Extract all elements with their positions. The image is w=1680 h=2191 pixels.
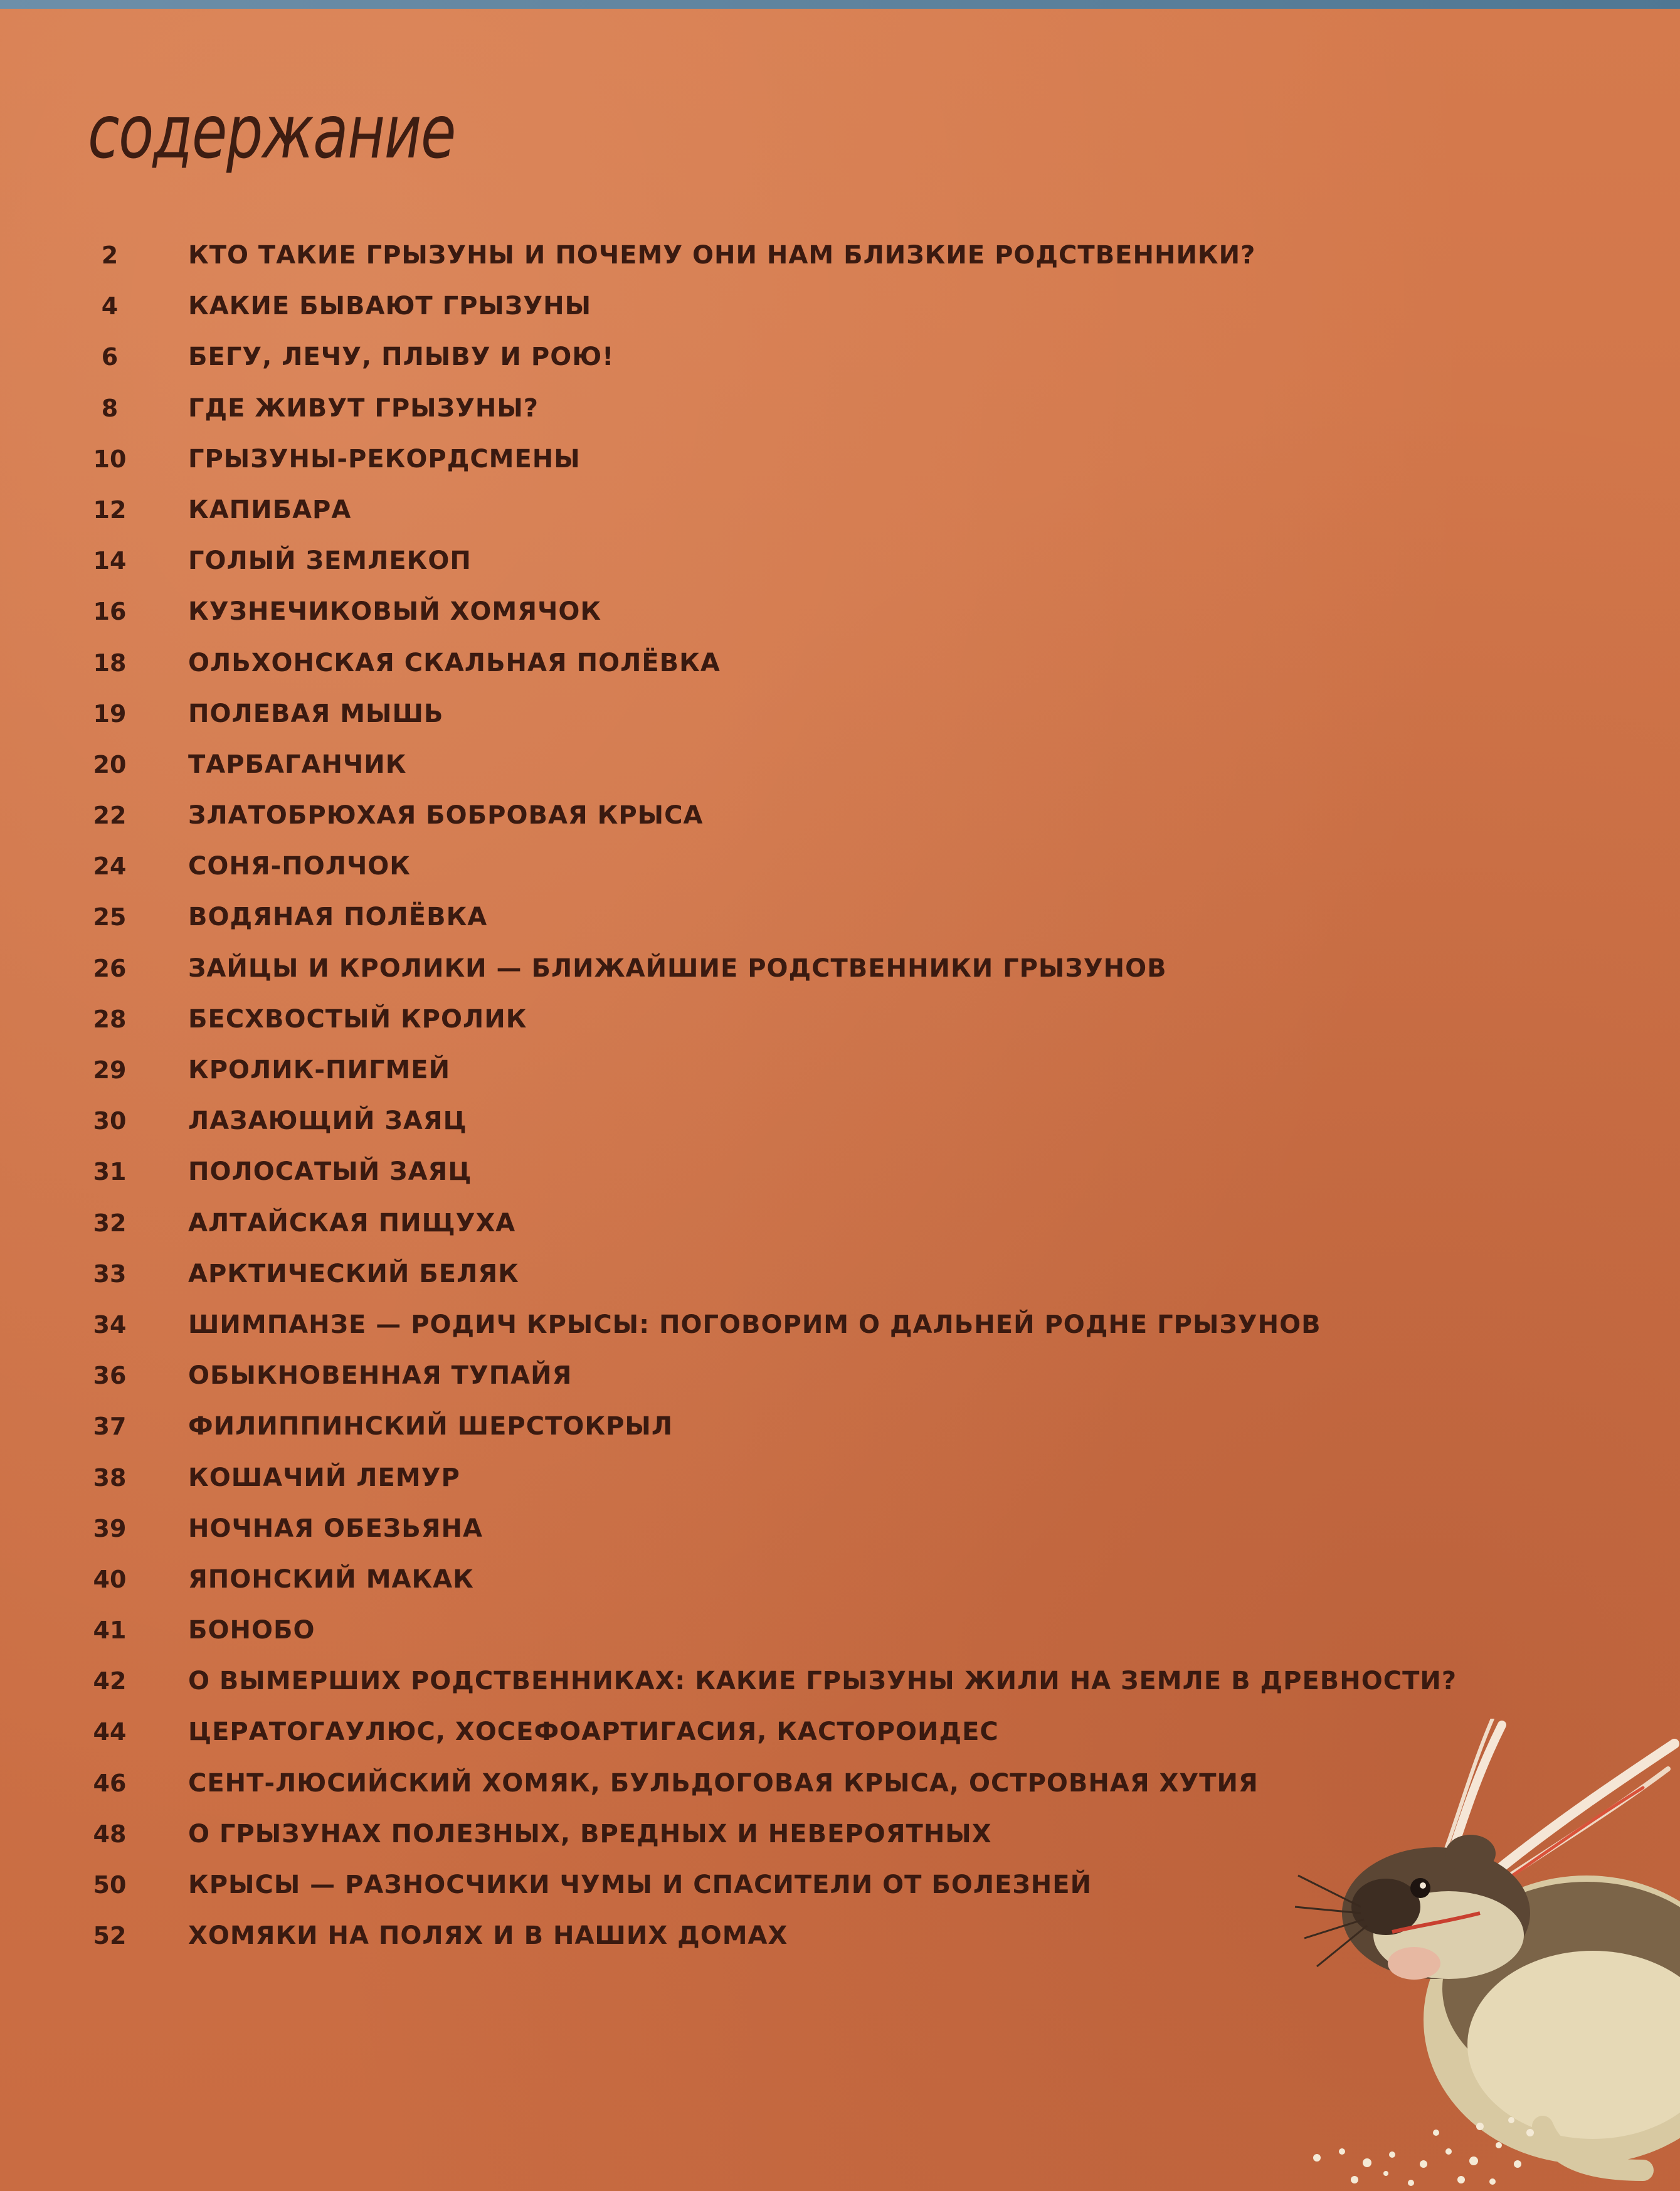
- toc-entry-title: БЕСХВОСТЫЙ КРОЛИК: [188, 1004, 527, 1034]
- toc-page-number: 22: [93, 802, 127, 830]
- toc-entry: [0, 494, 1680, 545]
- toc-entry-title: ТАРБАГАНЧИК: [188, 750, 407, 779]
- toc-entry-title: ЛАЗАЮЩИЙ ЗАЯЦ: [188, 1106, 467, 1136]
- toc-entry-title: КРЫСЫ — РАЗНОСЧИКИ ЧУМЫ И СПАСИТЕЛИ ОТ БОЛЕЗНЕЙ: [188, 1870, 1092, 1899]
- toc-entry: [0, 1207, 1680, 1258]
- toc-entry: [0, 1665, 1680, 1716]
- toc-page-number: 19: [93, 699, 127, 728]
- toc-entry: [0, 1258, 1680, 1309]
- toc-entry-title: АЛТАЙСКАЯ ПИЩУХА: [188, 1208, 516, 1238]
- toc-entry-title: ЯПОНСКИЙ МАКАК: [188, 1564, 474, 1594]
- toc-page-number: 6: [101, 343, 119, 371]
- toc-entry-title: КРОЛИК-ПИГМЕЙ: [188, 1056, 451, 1085]
- toc-entry: [0, 901, 1680, 952]
- toc-entry: [0, 290, 1680, 341]
- toc-page-number: 28: [93, 1005, 127, 1033]
- toc-entry-title: О ГРЫЗУНАХ ПОЛЕЗНЫХ, ВРЕДНЫХ И НЕВЕРОЯТНЫХ: [188, 1819, 992, 1849]
- toc-entry-title: БОНОБО: [188, 1616, 315, 1645]
- toc-entry-title: ШИМПАНЗЕ — РОДИЧ КРЫСЫ: ПОГОВОРИМ О ДАЛЬНЕЙ РОДНЕ ГРЫЗУНОВ: [188, 1310, 1321, 1339]
- toc-page-number: 44: [93, 1718, 127, 1746]
- toc-page-number: 33: [93, 1260, 127, 1288]
- toc-page-number: 46: [93, 1769, 127, 1797]
- toc-page-number: 25: [93, 903, 127, 931]
- toc-entry-title: ГДЕ ЖИВУТ ГРЫЗУНЫ?: [188, 393, 539, 423]
- toc-entry: [0, 1360, 1680, 1411]
- toc-page-number: 40: [93, 1565, 127, 1593]
- toc-entry-title: КТО ТАКИЕ ГРЫЗУНЫ И ПОЧЕМУ ОНИ НАМ БЛИЗКИЕ РОДСТВЕННИКИ?: [188, 241, 1256, 270]
- toc-page-number: 26: [93, 954, 127, 982]
- toc-entry-title: ПОЛЕВАЯ МЫШЬ: [188, 699, 444, 728]
- toc-entry: [0, 1156, 1680, 1207]
- toc-entry: [0, 443, 1680, 494]
- toc-page-number: 36: [93, 1362, 127, 1390]
- toc-page-number: 52: [93, 1922, 127, 1950]
- toc-entry-title: КАПИБАРА: [188, 495, 352, 524]
- toc-page-number: 16: [93, 598, 127, 626]
- toc-page-number: 48: [93, 1820, 127, 1848]
- toc-entry-title: ГОЛЫЙ ЗЕМЛЕКОП: [188, 546, 472, 576]
- toc-entry-title: ОЛЬХОНСКАЯ СКАЛЬНАЯ ПОЛЁВКА: [188, 648, 721, 677]
- toc-entry-title: ГРЫЗУНЫ-РЕКОРДСМЕНЫ: [188, 444, 581, 474]
- toc-entry: [0, 698, 1680, 749]
- toc-entry-title: ПОЛОСАТЫЙ ЗАЯЦ: [188, 1157, 472, 1187]
- toc-page-number: 2: [101, 241, 119, 269]
- toc-entry-title: СЕНТ-ЛЮСИЙСКИЙ ХОМЯК, БУЛЬДОГОВАЯ КРЫСА, ОСТРОВНАЯ ХУТИЯ: [188, 1768, 1259, 1798]
- toc-entry: [0, 1004, 1680, 1054]
- toc-page-number: 38: [93, 1463, 127, 1492]
- toc-page-number: 50: [93, 1871, 127, 1899]
- toc-entry-title: ВОДЯНАЯ ПОЛЁВКА: [188, 903, 488, 932]
- toc-entry: [0, 1564, 1680, 1615]
- toc-entry-title: ЗАЙЦЫ И КРОЛИКИ — БЛИЖАЙШИЕ РОДСТВЕННИКИ ГРЫЗУНОВ: [188, 953, 1167, 983]
- cover-edge: [0, 0, 1680, 9]
- toc-entry-title: ФИЛИППИНСКИЙ ШЕРСТОКРЫЛ: [188, 1412, 674, 1441]
- toc-entry: [0, 596, 1680, 647]
- toc-entry-title: ЗЛАТОБРЮХАЯ БОБРОВАЯ КРЫСА: [188, 801, 704, 830]
- toc-entry: [0, 1054, 1680, 1105]
- toc-page-number: 12: [93, 496, 127, 524]
- toc-page-number: 37: [93, 1413, 127, 1441]
- toc-entry: [0, 749, 1680, 800]
- toc-entry: [0, 1462, 1680, 1513]
- toc-entry: [0, 1309, 1680, 1360]
- toc-entry-title: КОШАЧИЙ ЛЕМУР: [188, 1463, 460, 1492]
- toc-page-number: 18: [93, 649, 127, 677]
- toc-page-number: 4: [101, 292, 119, 321]
- toc-entry: [0, 240, 1680, 290]
- toc-entry-title: БЕГУ, ЛЕЧУ, ПЛЫВУ И РОЮ!: [188, 342, 615, 372]
- toc-entry: [0, 393, 1680, 443]
- toc-entry-title: АРКТИЧЕСКИЙ БЕЛЯК: [188, 1259, 519, 1288]
- table-of-contents: [0, 240, 1680, 1971]
- toc-entry-title: О ВЫМЕРШИХ РОДСТВЕННИКАХ: КАКИЕ ГРЫЗУНЫ ЖИЛИ НА ЗЕМЛЕ В ДРЕВНОСТИ?: [188, 1667, 1457, 1696]
- toc-page-number: 39: [93, 1514, 127, 1542]
- toc-entry-title: ХОМЯКИ НА ПОЛЯХ И В НАШИХ ДОМАХ: [188, 1921, 788, 1951]
- toc-page-number: 8: [101, 394, 119, 422]
- toc-entry: [0, 341, 1680, 392]
- toc-entry: [0, 545, 1680, 596]
- toc-entry: [0, 1615, 1680, 1665]
- toc-entry-title: НОЧНАЯ ОБЕЗЬЯНА: [188, 1514, 483, 1543]
- toc-page-number: 34: [93, 1310, 127, 1339]
- toc-entry: [0, 953, 1680, 1004]
- toc-page-number: 10: [93, 445, 127, 473]
- toc-page-number: 14: [93, 547, 127, 575]
- toc-page-number: 24: [93, 852, 127, 881]
- toc-entry: [0, 1105, 1680, 1156]
- toc-entry: [0, 1513, 1680, 1564]
- toc-page-number: 41: [93, 1616, 127, 1645]
- toc-page-number: 29: [93, 1056, 127, 1084]
- toc-page-number: 32: [93, 1209, 127, 1237]
- toc-page-number: 31: [93, 1158, 127, 1186]
- toc-page-number: 42: [93, 1667, 127, 1695]
- toc-entry-title: КАКИЕ БЫВАЮТ ГРЫЗУНЫ: [188, 292, 592, 321]
- toc-entry: [0, 800, 1680, 851]
- toc-entry: [0, 1411, 1680, 1462]
- toc-entry-title: ЦЕРАТОГАУЛЮС, ХОСЕФОАРТИГАСИЯ, КАСТОРОИДЕС: [188, 1717, 999, 1747]
- toc-page-number: 30: [93, 1107, 127, 1135]
- page-title: содержание: [88, 88, 455, 175]
- toc-entry: [0, 647, 1680, 698]
- toc-entry: [0, 851, 1680, 901]
- toc-entry-title: КУЗНЕЧИКОВЫЙ ХОМЯЧОК: [188, 597, 602, 627]
- toc-page-number: 20: [93, 750, 127, 778]
- hamster-illustration-icon: [1292, 1719, 1680, 2191]
- toc-entry-title: ОБЫКНОВЕННАЯ ТУПАЙЯ: [188, 1361, 573, 1391]
- toc-entry-title: СОНЯ-ПОЛЧОК: [188, 852, 411, 881]
